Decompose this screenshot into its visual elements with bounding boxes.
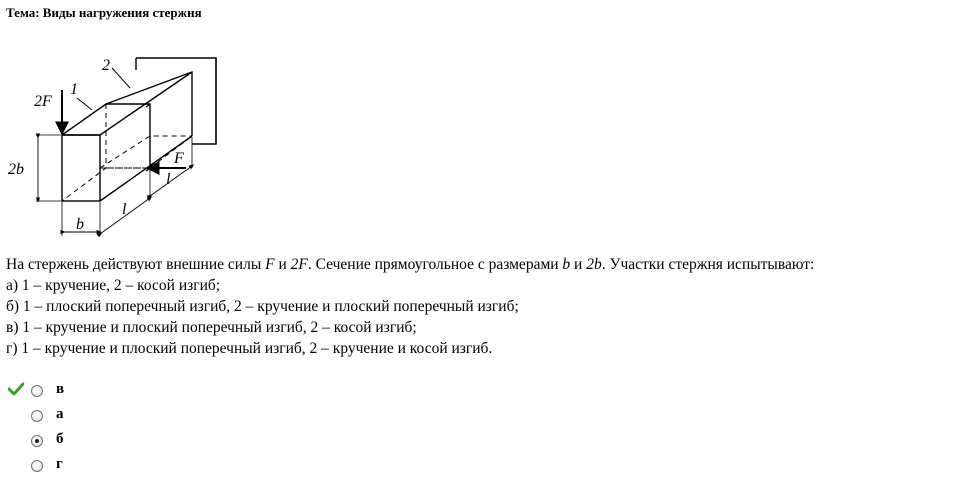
answer-option-g[interactable] <box>8 455 128 480</box>
label-f: F <box>174 150 184 167</box>
label-part2: 2 <box>102 57 110 74</box>
answer-option-b[interactable] <box>8 430 128 455</box>
radio-button-selected[interactable] <box>31 435 43 447</box>
answer-label[interactable]: б <box>56 431 64 447</box>
question-intro: На стержень действуют внешние силы F и 2F. Сечение прямоугольное с размерами b и 2b. Участки стержня испытывают: <box>6 256 815 273</box>
option-a-text: а) 1 – кручение, 2 – косой изгиб; <box>6 277 221 294</box>
answer-label[interactable]: г <box>56 456 63 472</box>
answer-option-a[interactable] <box>8 405 128 430</box>
label-b: b <box>76 216 84 233</box>
question-text <box>6 254 814 359</box>
option-c-text: в) 1 – кручение и плоский поперечный изгиб, 2 – косой изгиб; <box>6 319 417 336</box>
label-l-lower: l <box>122 201 127 218</box>
label-l-upper: l <box>166 171 171 188</box>
answer-label[interactable]: в <box>56 381 65 397</box>
label-2b: 2b <box>8 161 24 178</box>
label-part1: 1 <box>70 81 78 98</box>
topic-title: Тема: Виды нагружения стержня <box>6 5 202 20</box>
answer-list <box>8 380 128 480</box>
answer-label[interactable]: а <box>56 406 64 422</box>
answer-option-v[interactable] <box>8 380 128 405</box>
label-2f: 2F <box>34 93 52 110</box>
radio-button[interactable] <box>31 410 43 422</box>
beam-diagram <box>4 38 234 243</box>
radio-button[interactable] <box>31 460 43 472</box>
radio-button[interactable] <box>31 385 43 397</box>
option-d-text: г) 1 – кручение и плоский поперечный изгиб, 2 – кручение и косой изгиб. <box>6 340 493 357</box>
correct-check-icon <box>8 382 24 396</box>
option-b-text: б) 1 – плоский поперечный изгиб, 2 – кручение и плоский поперечный изгиб; <box>6 298 519 315</box>
